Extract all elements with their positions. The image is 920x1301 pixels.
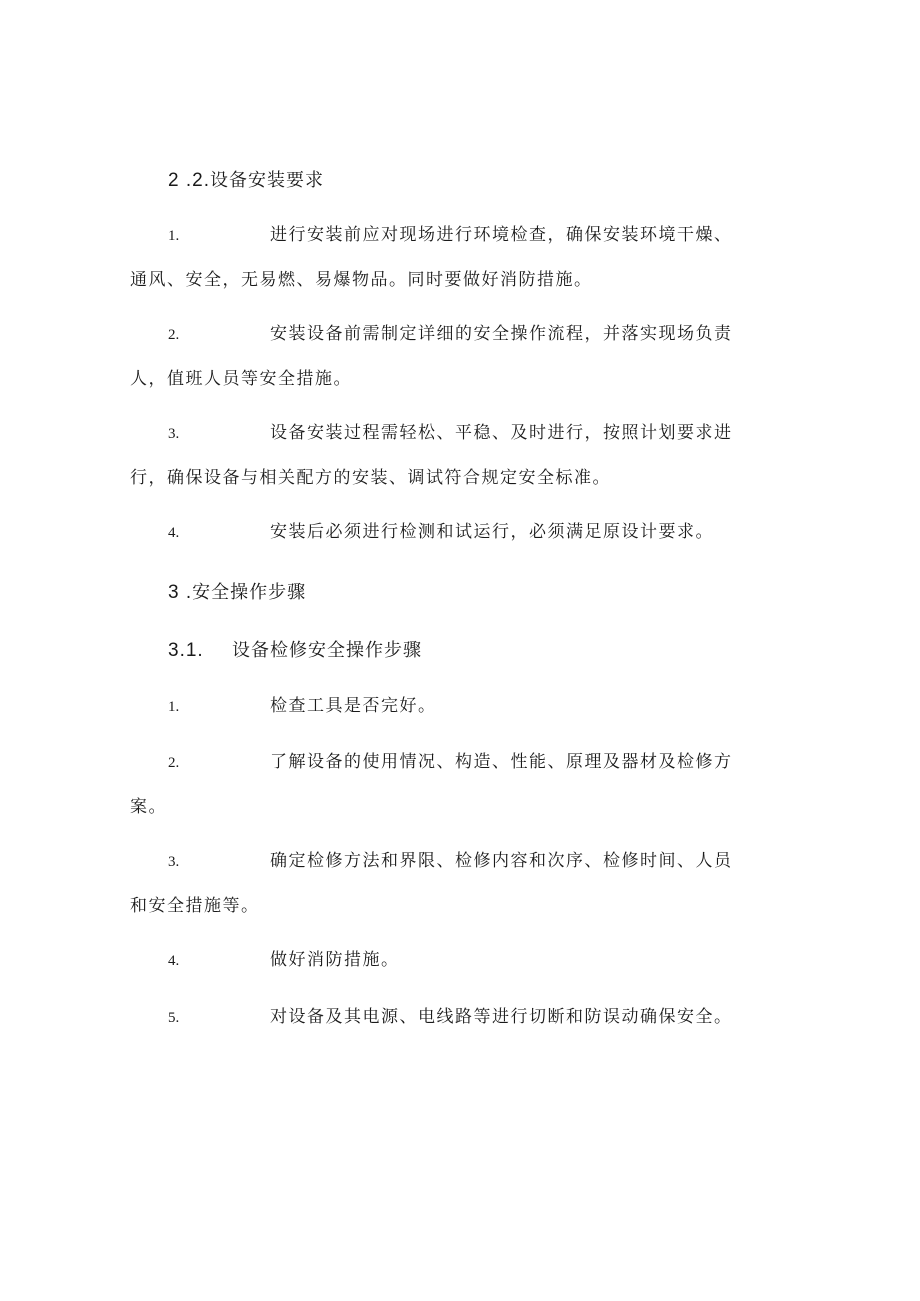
section-heading-3-1 (168, 636, 422, 662)
item-number: 4. (168, 953, 180, 969)
item-text: 做好消防措施。 (270, 950, 400, 970)
list-item (130, 995, 733, 1040)
item-text: 进行安装前应对现场进行环境检查，确保安装环境干燥、 (270, 225, 733, 245)
section-heading-3 (168, 578, 306, 604)
item-text: 安装设备前需制定详细的安全操作流程，并落实现场负责 (270, 324, 733, 344)
section-number: 3.1. (168, 640, 204, 661)
item-number: 2. (168, 755, 180, 771)
item-number: 4. (168, 525, 180, 541)
section-title: 设备检修安全操作步骤 (232, 640, 422, 661)
item-text-continued: 人，值班人员等安全措施。 (130, 369, 352, 389)
item-text-continued: 通风、安全，无易燃、易爆物品。同时要做好消防措施。 (130, 270, 593, 290)
section-heading-2-2 (168, 166, 324, 192)
list-item (130, 510, 714, 555)
item-text: 确定检修方法和界限、检修内容和次序、检修时间、人员 (270, 851, 733, 871)
item-text: 对设备及其电源、电线路等进行切断和防误动确保安全。 (270, 1007, 733, 1027)
section-number: 3 . (168, 582, 193, 603)
item-number: 5. (168, 1010, 180, 1026)
item-number: 3. (168, 854, 180, 870)
list-item (130, 411, 733, 500)
item-number: 1. (168, 699, 180, 715)
section-number: 2 .2. (168, 170, 210, 191)
item-text: 设备安装过程需轻松、平稳、及时进行，按照计划要求进 (270, 423, 733, 443)
section-title: 安全操作步骤 (192, 582, 307, 603)
item-number: 3. (168, 426, 180, 442)
section-title: 设备安装要求 (209, 170, 324, 191)
item-text: 了解设备的使用情况、构造、性能、原理及器材及检修方 (270, 752, 733, 772)
item-text-continued: 和安全措施等。 (130, 896, 260, 916)
list-item (130, 312, 733, 401)
item-number: 1. (168, 228, 180, 244)
list-item (130, 684, 695, 729)
list-item (130, 213, 733, 302)
list-item (130, 740, 733, 829)
item-text: 安装后必须进行检测和试运行，必须满足原设计要求。 (270, 522, 714, 542)
item-number: 2. (168, 327, 180, 343)
item-text-continued: 案。 (130, 797, 167, 817)
list-item (130, 938, 695, 983)
item-text: 检查工具是否完好。 (270, 696, 437, 716)
item-text-continued: 行，确保设备与相关配方的安装、调试符合规定安全标准。 (130, 468, 611, 488)
list-item (130, 839, 733, 928)
